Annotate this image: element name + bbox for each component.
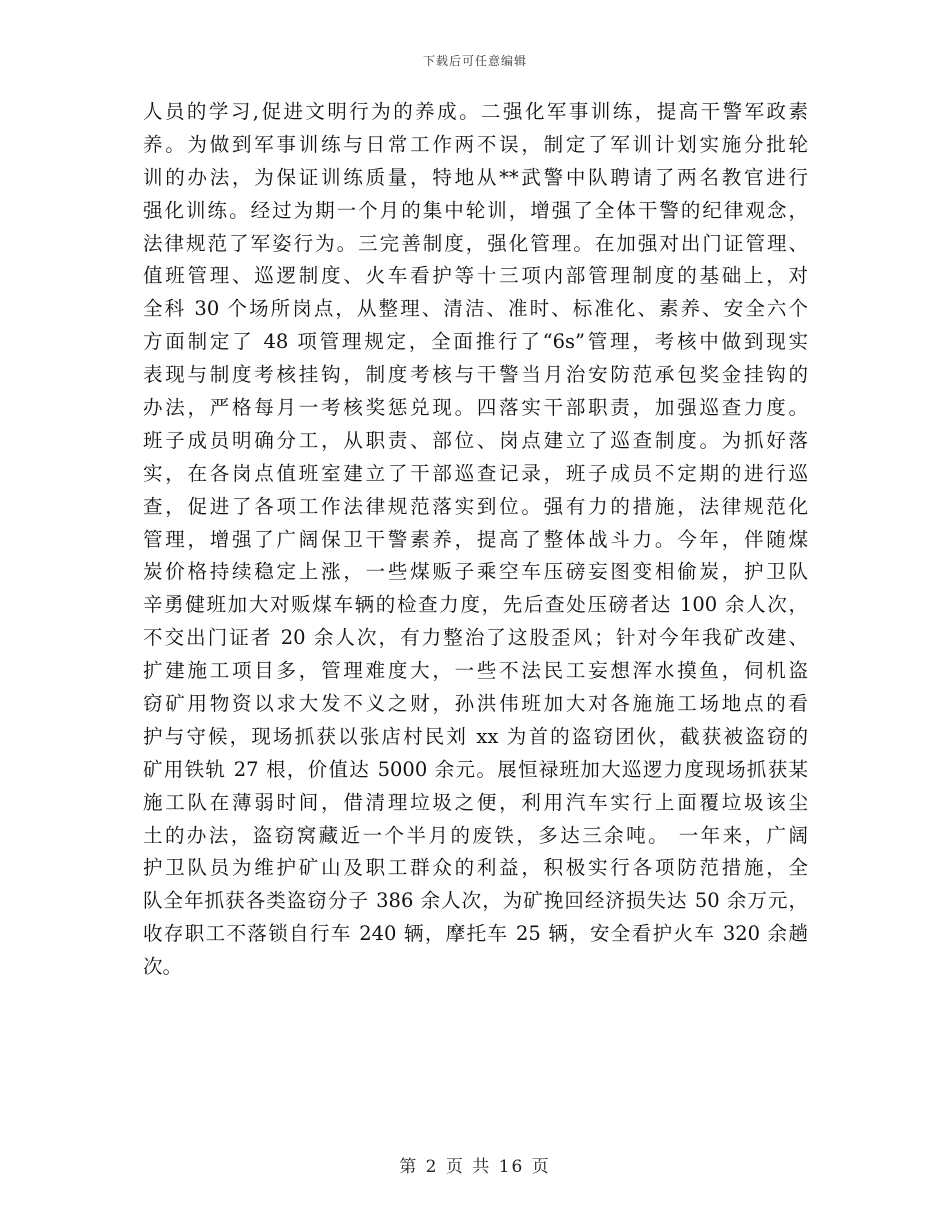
text-line: 护卫队员为维护矿山及职工群众的利益，积极实行各项防范措施，全: [143, 856, 808, 880]
text-line: 收存职工不落锁自行车 240 辆，摩托车 25 辆，安全看护火车 320 余趟: [143, 922, 808, 946]
page-header: 下载后可任意编辑: [422, 54, 527, 68]
text-line: 窃矿用物资以求大发不义之财，孙洪伟班加大对各施施工场地点的看: [143, 692, 808, 716]
page-number: 第 2 页 共 16 页: [399, 1157, 551, 1177]
text-line: 矿用铁轨 27 根，价值达 5000 余元。展恒禄班加大巡逻力度现场抓获某: [143, 757, 808, 781]
text-line: 表现与制度考核挂钩，制度考核与干警当月治安防范承包奖金挂钩的: [143, 363, 808, 387]
text-line: 次。: [143, 955, 183, 979]
text-line: 法律规范了军姿行为。三完善制度，强化管理。在加强对出门证管理、: [143, 231, 808, 255]
text-line: 班子成员明确分工，从职责、部位、岗点建立了巡查制度。为抓好落: [143, 428, 808, 452]
text-line: 实，在各岗点值班室建立了干部巡查记录，班子成员不定期的进行巡: [143, 461, 808, 485]
text-line: 土的办法，盗窃窝藏近一个半月的废铁，多达三余吨。 一年来，广阔: [143, 823, 808, 847]
text-line: 护与守候，现场抓获以张店村民刘 xx 为首的盗窃团伙，截获被盗窃的: [143, 724, 808, 748]
text-line: 管理，增强了广阔保卫干警素养，提高了整体战斗力。今年，伴随煤: [143, 527, 808, 551]
text-line: 队全年抓获各类盗窃分子 386 余人次，为矿挽回经济损失达 50 余万元，: [143, 889, 808, 913]
text-line: 方面制定了 48 项管理规定，全面推行了“6s”管理，考核中做到现实: [143, 330, 808, 354]
text-line: 强化训练。经过为期一个月的集中轮训，增强了全体干警的纪律观念，: [143, 198, 808, 222]
text-line: 施工队在薄弱时间，借清理垃圾之便，利用汽车实行上面覆垃圾该尘: [143, 790, 808, 814]
text-line: 查，促进了各项工作法律规范落实到位。强有力的措施，法律规范化: [143, 494, 808, 518]
text-line: 训的办法，为保证训练质量，特地从**武警中队聘请了两名教官进行: [143, 165, 808, 189]
text-line: 扩建施工项目多，管理难度大，一些不法民工妄想浑水摸鱼，伺机盗: [143, 659, 808, 683]
text-line: 值班管理、巡逻制度、火车看护等十三项内部管理制度的基础上，对: [143, 264, 808, 288]
text-line: 全科 30 个场所岗点，从整理、清洁、准时、标准化、素养、安全六个: [143, 297, 808, 321]
text-line: 炭价格持续稳定上涨，一些煤贩子乘空车压磅妄图变相偷炭，护卫队: [143, 560, 808, 584]
text-line: 人员的学习,促进文明行为的养成。二强化军事训练，提高干警军政素: [143, 100, 808, 123]
text-line: 不交出门证者 20 余人次，有力整治了这股歪风；针对今年我矿改建、: [143, 626, 808, 650]
text-line: 辛勇健班加大对贩煤车辆的检查力度，先后查处压磅者达 100 余人次，: [143, 593, 808, 617]
text-line: 办法，严格每月一考核奖惩兑现。四落实干部职责，加强巡查力度。: [143, 396, 808, 420]
text-line: 养。为做到军事训练与日常工作两不误，制定了军训计划实施分批轮: [143, 132, 808, 156]
body-text: [143, 96, 808, 984]
